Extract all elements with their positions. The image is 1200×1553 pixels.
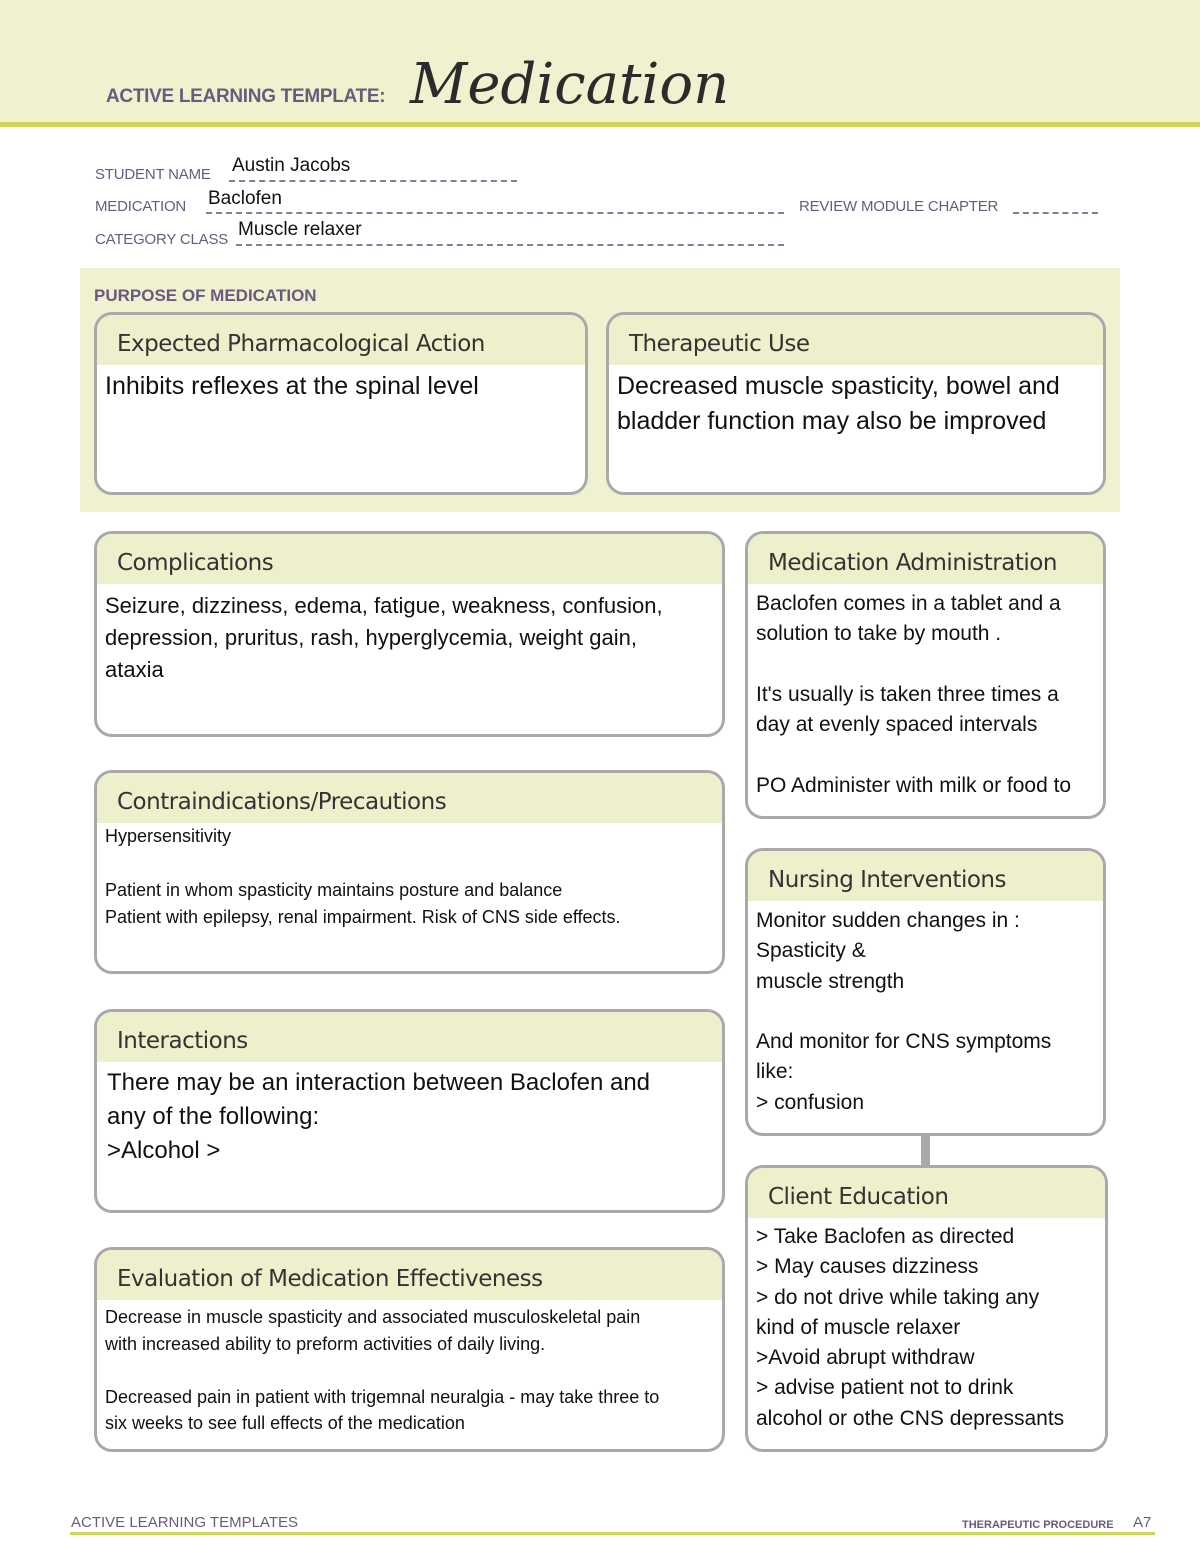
box-title: Contraindications/Precautions xyxy=(97,773,722,823)
review-module-field[interactable] xyxy=(1013,200,1098,214)
box-title: Therapeutic Use xyxy=(609,315,1103,365)
page-title: Medication xyxy=(410,52,730,117)
box-title: Client Education xyxy=(748,1168,1105,1218)
therapeutic-use-box xyxy=(606,312,1106,495)
medication-line xyxy=(206,200,784,214)
expected-action-box xyxy=(94,312,588,495)
box-body: Decrease in muscle spasticity and associated musculoskeletal pain with increased ability to preform activities of daily living. Decreased pain in patient with trigemnal neuralgia - may take three to six weeks to see full effects of the medication xyxy=(105,1307,660,1433)
category-class-label: CATEGORY CLASS xyxy=(95,231,229,248)
box-title: Evaluation of Medication Effectiveness xyxy=(97,1250,722,1300)
box-body: Seizure, dizziness, edema, fatigue, weakness, confusion, depression, pruritus, rash, hyperglycemia, weight gain, ataxia xyxy=(105,593,663,682)
medication-label: MEDICATION xyxy=(95,198,187,215)
client-education-box xyxy=(745,1165,1108,1452)
box-body: There may be an interaction between Baclofen and any of the following: >Alcohol > xyxy=(107,1069,651,1164)
box-title: Interactions xyxy=(97,1012,722,1062)
box-body: Decreased muscle spasticity, bowel and bladder function may also be improved xyxy=(617,372,1060,435)
template-prefix: ACTIVE LEARNING TEMPLATE: xyxy=(106,86,386,107)
interactions-box xyxy=(94,1009,725,1213)
box-body: Baclofen comes in a tablet and a solution to take by mouth . It's usually is taken three times a day at evenly spaced intervals PO Administer with milk or food to xyxy=(756,592,1072,797)
footer-section: THERAPEUTIC PROCEDURE xyxy=(962,1519,1114,1531)
student-name-field[interactable]: Austin Jacobs xyxy=(232,155,351,176)
page-number: A7 xyxy=(1133,1514,1152,1531)
box-body: Inhibits reflexes at the spinal level xyxy=(105,372,479,400)
footer-divider xyxy=(70,1532,1155,1535)
box-title: Complications xyxy=(97,534,722,584)
category-class-field[interactable]: Muscle relaxer xyxy=(238,219,362,240)
box-body: > Take Baclofen as directed > May causes dizziness > do not drive while taking any kind of muscle relaxer >Avoid abrupt withdraw > advise patient not to drink alcohol or othe CNS depressants xyxy=(756,1225,1065,1430)
administration-box xyxy=(745,531,1106,819)
review-module-label: REVIEW MODULE CHAPTER xyxy=(799,198,999,215)
contraindications-box xyxy=(94,770,725,974)
box-body: Monitor sudden changes in : Spasticity & muscle strength And monitor for CNS symptoms like: > confusion xyxy=(756,909,1052,1114)
header-divider xyxy=(0,122,1200,127)
evaluation-box xyxy=(94,1247,725,1452)
box-title: Nursing Interventions xyxy=(748,851,1103,901)
connector xyxy=(921,1135,930,1167)
nursing-interventions-box xyxy=(745,848,1106,1136)
box-title: Expected Pharmacological Action xyxy=(97,315,585,365)
purpose-heading: PURPOSE OF MEDICATION xyxy=(94,286,317,305)
footer-left: ACTIVE LEARNING TEMPLATES xyxy=(71,1514,298,1531)
medication-field[interactable]: Baclofen xyxy=(208,188,282,209)
complications-box xyxy=(94,531,725,737)
box-title: Medication Administration xyxy=(748,534,1103,584)
box-body: Hypersensitivity Patient in whom spasticity maintains posture and balance Patient with epilepsy, renal impairment. Risk of CNS side effects. xyxy=(105,826,621,927)
student-name-label: STUDENT NAME xyxy=(95,166,211,183)
